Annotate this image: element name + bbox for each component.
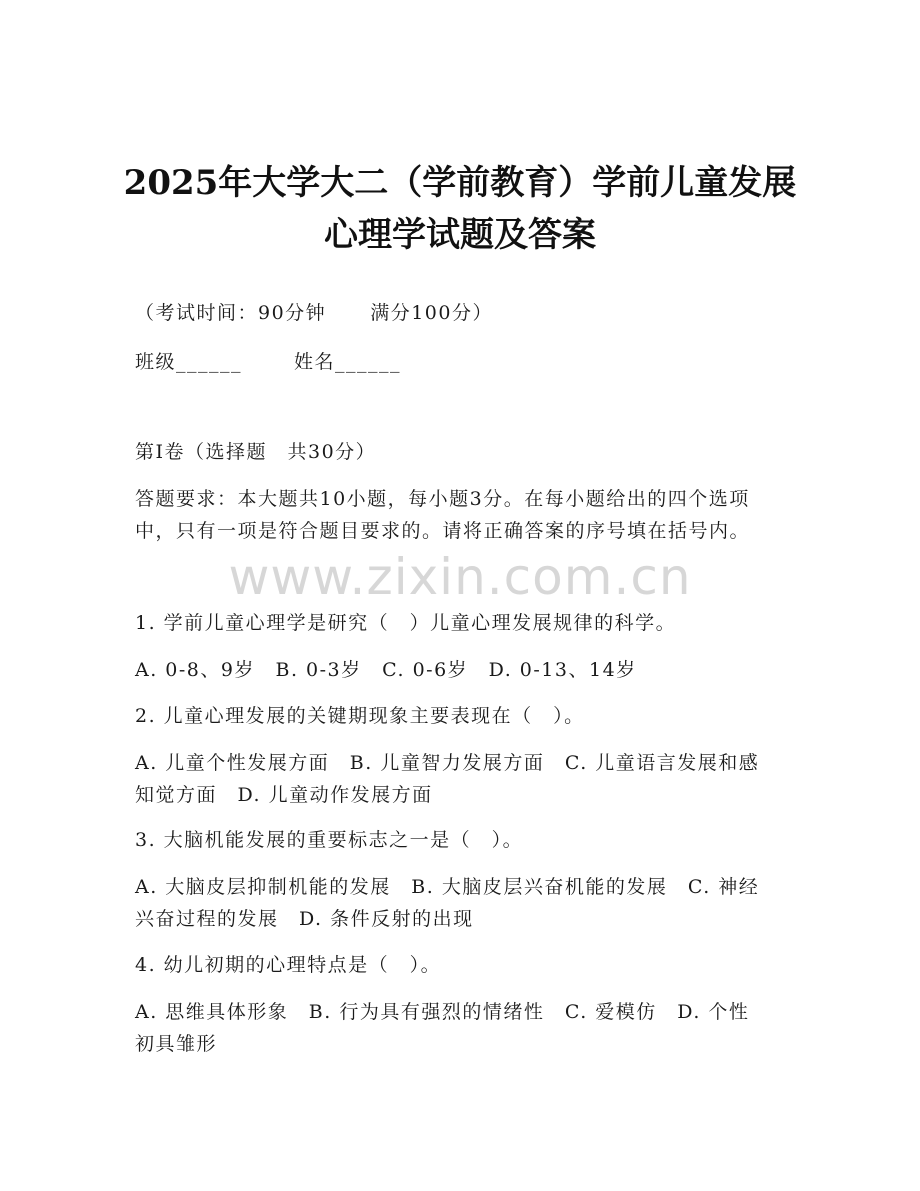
question-2-options-cont: 知觉方面 D. 儿童动作发展方面 <box>135 784 433 806</box>
question-4-stem: 4. 幼儿初期的心理特点是（ ）。 <box>135 954 442 976</box>
exam-info <box>135 304 795 323</box>
question-4-options-cont: 初具雏形 <box>135 1033 218 1055</box>
document-title-line1: 2025年大学大二（学前教育）学前儿童发展 <box>123 163 797 203</box>
student-fields <box>135 353 795 372</box>
question-1-stem: 1. 学前儿童心理学是研究（ ）儿童心理发展规律的科学。 <box>135 612 677 634</box>
exam-score: 满分100分） <box>370 302 493 324</box>
question-2-options: A. 儿童个性发展方面 B. 儿童智力发展方面 C. 儿童语言发展和感 <box>135 752 760 774</box>
class-field: 班级______ <box>135 351 243 373</box>
question-2-stem: 2. 儿童心理发展的关键期现象主要表现在（ ）。 <box>135 705 585 727</box>
question-3-options: A. 大脑皮层抑制机能的发展 B. 大脑皮层兴奋机能的发展 C. 神经 <box>135 876 760 898</box>
document-title-line2: 心理学试题及答案 <box>324 215 596 255</box>
exam-time: （考试时间：90分钟 <box>135 302 327 324</box>
watermark: www.zixin.com.cn <box>228 548 692 606</box>
instructions-line1: 答题要求：本大题共10小题，每小题3分。在每小题给出的四个选项 <box>135 488 750 510</box>
name-field: 姓名______ <box>294 351 402 373</box>
section-title: 第I卷（选择题 共30分） <box>135 441 377 463</box>
question-4-options: A. 思维具体形象 B. 行为具有强烈的情绪性 C. 爱模仿 D. 个性 <box>135 1001 750 1023</box>
question-1-options: A. 0-8、9岁 B. 0-3岁 C. 0-6岁 D. 0-13、14岁 <box>135 659 637 681</box>
instructions-line2: 中，只有一项是符合题目要求的。请将正确答案的序号填在括号内。 <box>135 520 751 542</box>
question-3-options-cont: 兴奋过程的发展 D. 条件反射的出现 <box>135 908 474 930</box>
question-3-stem: 3. 大脑机能发展的重要标志之一是（ ）。 <box>135 829 524 851</box>
